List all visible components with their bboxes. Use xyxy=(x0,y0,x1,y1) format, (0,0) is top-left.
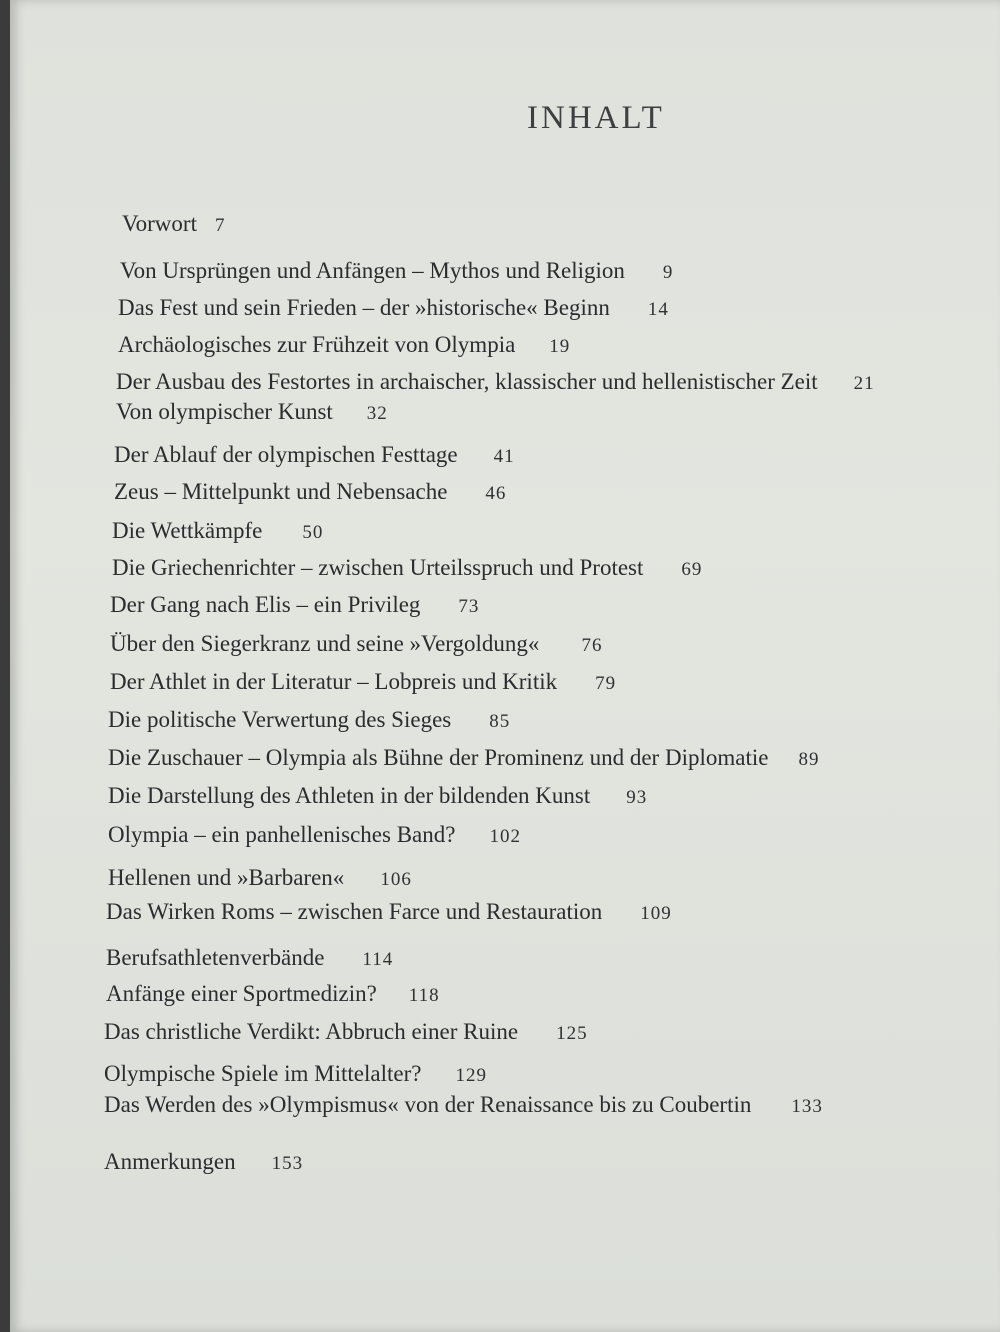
toc-entry-page-number: 133 xyxy=(791,1096,823,1117)
toc-entry-title: Die Darstellung des Athleten in der bildenden Kunst xyxy=(108,783,591,808)
toc-entry-title: Archäologisches zur Frühzeit von Olympia xyxy=(118,332,516,357)
toc-entry xyxy=(110,593,479,616)
toc-entry-title: Die politische Verwertung des Sieges xyxy=(108,707,452,732)
toc-entry-page-number: 114 xyxy=(362,949,394,970)
toc-entry-title: Die Griechenrichter – zwischen Urteilsspruch und Protest xyxy=(112,555,644,580)
toc-entry-title: Von Ursprüngen und Anfängen – Mythos und Religion xyxy=(120,258,625,283)
toc-entry-title: Olympische Spiele im Mittelalter? xyxy=(104,1061,422,1086)
toc-entry xyxy=(112,519,323,542)
toc-entry-page-number: 85 xyxy=(489,711,511,732)
toc-entry-title: Olympia – ein panhellenisches Band? xyxy=(108,822,456,847)
toc-entry-title: Der Ablauf der olympischen Festtage xyxy=(114,442,458,467)
toc-entry-page-number: 93 xyxy=(626,787,648,808)
toc-entry xyxy=(108,708,510,731)
toc-entry-page-number: 76 xyxy=(581,635,603,656)
toc-entry xyxy=(104,1020,588,1043)
toc-entry xyxy=(104,1093,823,1116)
toc-entry xyxy=(108,823,521,846)
toc-entry xyxy=(108,746,819,769)
toc-entry-page-number: 125 xyxy=(556,1023,588,1044)
toc-entry xyxy=(110,670,616,693)
toc-entry xyxy=(108,784,647,807)
book-page xyxy=(10,0,1000,1332)
toc-entry-page-number: 79 xyxy=(595,673,617,694)
toc-entry xyxy=(114,480,506,503)
toc-entry-title: Vorwort xyxy=(122,211,197,236)
toc-entry-page-number: 7 xyxy=(214,215,226,236)
toc-entry-page-number: 153 xyxy=(271,1153,304,1174)
toc-entry-page-number: 69 xyxy=(681,559,703,580)
toc-entry xyxy=(116,370,875,393)
toc-entry xyxy=(104,1150,303,1173)
toc-entry-title: Anmerkungen xyxy=(104,1149,236,1174)
toc-entry-title: Der Gang nach Elis – ein Privileg xyxy=(110,592,421,617)
toc-entry-page-number: 102 xyxy=(489,826,521,847)
toc-entry-title: Das Fest und sein Frieden – der »historische« Beginn xyxy=(118,295,610,320)
toc-entry-title: Das christliche Verdikt: Abbruch einer Ruine xyxy=(104,1019,519,1044)
toc-entry xyxy=(110,632,602,655)
toc-entry-title: Das Werden des »Olympismus« von der Renaissance bis zu Coubertin xyxy=(104,1092,752,1117)
toc-entry-page-number: 14 xyxy=(647,299,669,320)
toc-entry xyxy=(120,259,673,282)
toc-entry-page-number: 118 xyxy=(408,985,440,1006)
toc-entry-title: Anfänge einer Sportmedizin? xyxy=(106,981,377,1006)
page-title: INHALT xyxy=(527,100,665,136)
toc-entry xyxy=(108,866,412,889)
toc-entry-title: Von olympischer Kunst xyxy=(116,399,333,424)
toc-entry-title: Die Wettkämpfe xyxy=(112,518,263,543)
toc-entry-page-number: 106 xyxy=(380,869,412,890)
toc-entry xyxy=(106,946,393,969)
toc-entry xyxy=(112,556,702,579)
toc-entry-title: Zeus – Mittelpunkt und Nebensache xyxy=(114,479,448,504)
toc-entry-page-number: 73 xyxy=(458,596,480,617)
toc-entry-page-number: 32 xyxy=(366,403,388,424)
toc-entry xyxy=(118,333,570,356)
toc-entry xyxy=(122,212,225,235)
toc-entry-page-number: 89 xyxy=(798,749,820,770)
toc-entry-title: Über den Siegerkranz und seine »Vergoldung« xyxy=(110,631,540,656)
toc-entry-title: Das Wirken Roms – zwischen Farce und Restauration xyxy=(106,899,603,924)
toc-entry xyxy=(116,400,388,423)
toc-entry-page-number: 46 xyxy=(485,483,507,504)
toc-entry xyxy=(106,900,672,923)
toc-entry xyxy=(114,443,515,466)
toc-entry xyxy=(106,982,440,1005)
toc-entry-page-number: 19 xyxy=(549,336,571,357)
toc-entry-title: Der Athlet in der Literatur – Lobpreis und Kritik xyxy=(110,669,558,694)
toc-entry xyxy=(104,1062,487,1085)
toc-entry-page-number: 41 xyxy=(493,446,515,467)
toc-entry-page-number: 9 xyxy=(662,262,674,283)
toc-entry-page-number: 21 xyxy=(853,373,875,394)
toc-entry-title: Die Zuschauer – Olympia als Bühne der Prominenz und der Diplomatie xyxy=(108,745,769,770)
toc-entry xyxy=(118,296,669,319)
toc-entry-page-number: 50 xyxy=(302,522,324,543)
toc-entry-page-number: 129 xyxy=(455,1065,487,1086)
toc-entry-title: Der Ausbau des Festortes in archaischer, klassischer und hellenistischer Zeit xyxy=(116,369,818,394)
toc-entry-title: Berufsathletenverbände xyxy=(106,945,325,970)
toc-entry-title: Hellenen und »Barbaren« xyxy=(108,865,345,890)
toc-entry-page-number: 109 xyxy=(640,903,672,924)
